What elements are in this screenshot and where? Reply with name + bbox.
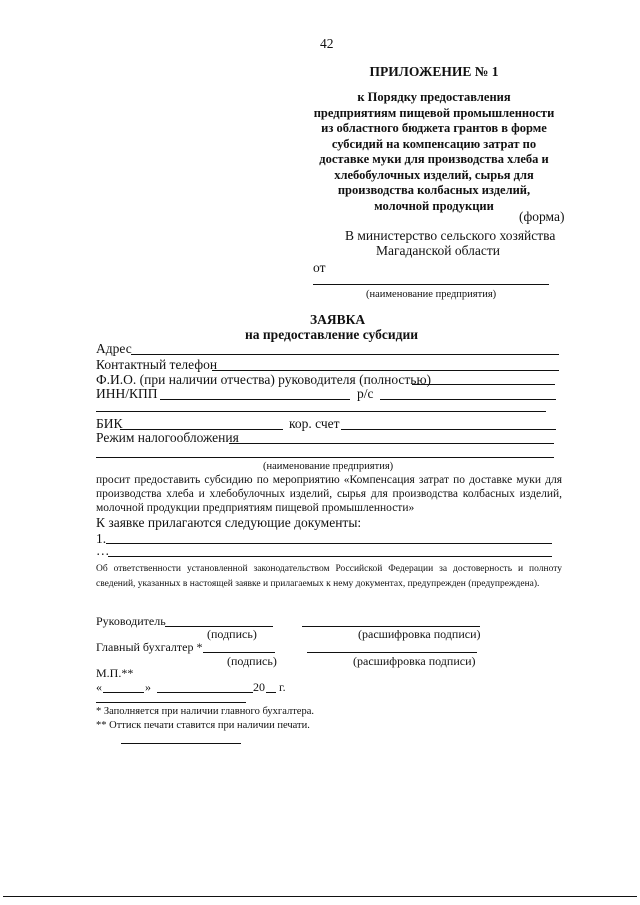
director-decode-caption: (расшифровка подписи) [358, 627, 481, 641]
page-number: 42 [320, 36, 334, 51]
accountant-signature-caption: (подпись) [227, 654, 277, 668]
annex-line: из областного бюджета грантов в форме [321, 121, 547, 135]
phone-field[interactable] [212, 370, 559, 371]
document-item-ellipsis: … [96, 543, 110, 558]
enterprise-line[interactable] [96, 457, 554, 458]
inn-label: ИНН/КПП [96, 386, 158, 401]
bik-label: БИК [96, 416, 123, 431]
addressee-line2: Магаданской области [376, 243, 500, 258]
date-day-field[interactable] [103, 692, 144, 693]
annex-line: доставке муки для производства хлеба и [319, 152, 549, 166]
footnote-separator [96, 702, 246, 703]
request-text: просит предоставить субсидию по мероприятию «Компенсация затрат по доставке муки для производства хлеба и хлебобулочных изделий, сырья для производства колбасных изделий, молочной продукции предприятиям пищевой промышленности» [96, 474, 562, 514]
year-suffix: г. [279, 680, 286, 694]
addressee-line1: В министерство сельского хозяйства [345, 228, 556, 243]
document-more-field[interactable] [108, 556, 552, 557]
annex-title: ПРИЛОЖЕНИЕ № 1 [369, 64, 499, 79]
accountant-signature-field[interactable] [203, 652, 275, 653]
responsibility-text: Об ответственности установленной законодательством Российской Федерации за достоверность и полноту сведений, указанных в настоящей заявке и прилагаемых к нему документах, предупрежден (предупреждена). [96, 564, 562, 589]
accountant-decode-field[interactable] [307, 652, 477, 653]
date-close-quote: » [145, 680, 151, 694]
form-label: (форма) [519, 209, 565, 224]
accountant-decode-caption: (расшифровка подписи) [353, 654, 476, 668]
account-label: р/с [357, 386, 374, 401]
page-bottom-rule [3, 896, 637, 897]
director-field[interactable] [412, 384, 555, 385]
accountant-label: Главный бухгалтер * [96, 640, 203, 654]
annex-line: предприятиям пищевой промышленности [313, 105, 555, 120]
annex-line: хлебобулочных изделий, сырья для [334, 167, 534, 182]
corr-account-label: кор. счет [289, 416, 340, 431]
footnote-1: * Заполняется при наличии главного бухгалтера. [96, 706, 315, 717]
inn-field[interactable] [160, 399, 350, 400]
annex-line: к Порядку предоставления [357, 90, 511, 104]
phone-label: Контактный телефон [96, 357, 218, 372]
doc-subtitle: на предоставление субсидии [245, 327, 419, 342]
stamp-label: М.П.** [96, 666, 134, 680]
account-field[interactable] [380, 399, 556, 400]
document-item-field[interactable] [106, 543, 552, 544]
document-item-number: 1. [96, 531, 107, 546]
tax-regime-label: Режим налогообложения [96, 430, 239, 445]
annex-line: молочной продукции [374, 198, 494, 213]
date-open-quote: « [96, 680, 102, 694]
corr-account-field[interactable] [341, 429, 556, 430]
director-signature-caption: (подпись) [207, 627, 257, 641]
enterprise-caption: (наименование предприятия) [263, 461, 394, 472]
from-line[interactable] [313, 284, 549, 285]
from-caption: (наименование предприятия) [366, 289, 497, 300]
from-label: от [313, 260, 326, 275]
documents-intro: К заявке прилагаются следующие документы: [96, 515, 362, 530]
director-label: Ф.И.О. (при наличии отчества) руководителя (полностью) [96, 372, 432, 387]
address-label: Адрес [96, 341, 132, 356]
address-field[interactable] [131, 354, 559, 355]
annex-line: субсидий на компенсацию затрат по [331, 136, 537, 151]
date-month-field[interactable] [157, 692, 253, 693]
director-signature-label: Руководитель [96, 614, 166, 628]
tax-regime-field[interactable] [229, 443, 554, 444]
footnote-2: ** Оттиск печати ставится при наличии печати. [96, 720, 310, 731]
doc-title: ЗАЯВКА [310, 312, 366, 327]
date-year-field[interactable] [266, 692, 276, 693]
extra-line[interactable] [96, 411, 546, 412]
annex-line: производства колбасных изделий, [337, 183, 531, 197]
footnote-end-line [121, 743, 241, 744]
year-prefix: 20 [253, 680, 265, 694]
